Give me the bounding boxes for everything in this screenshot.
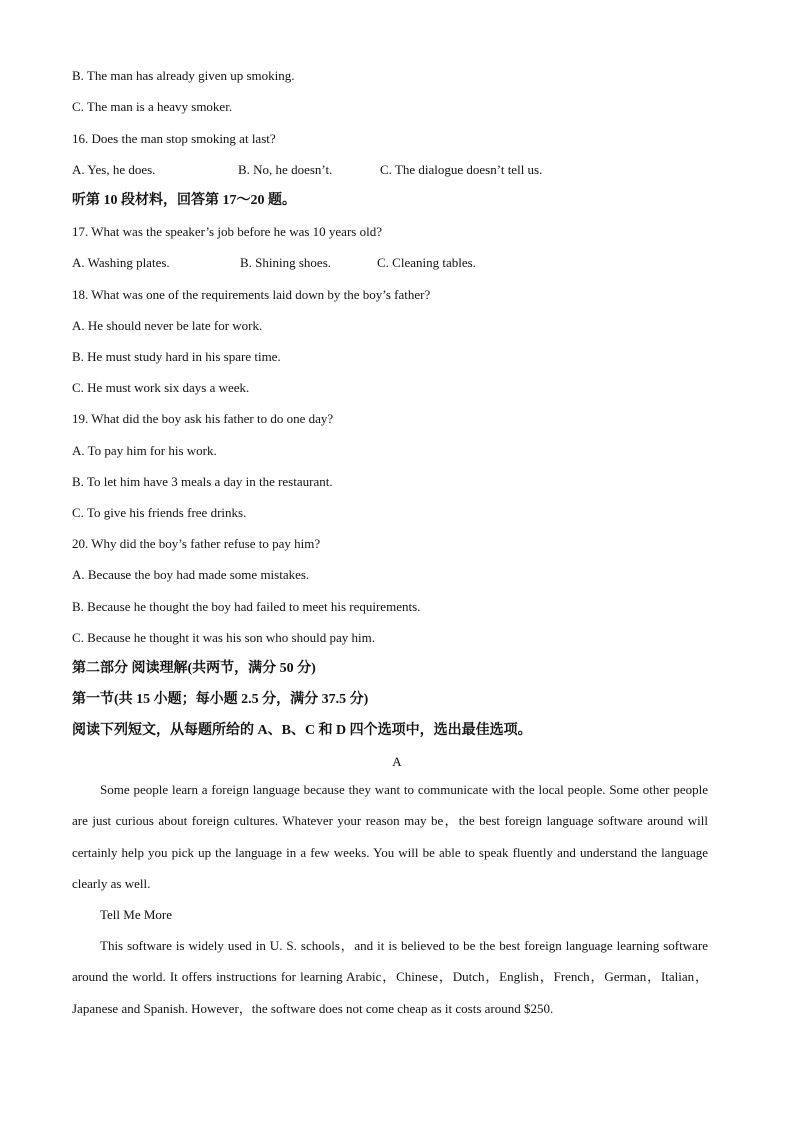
question-19-option-c: C. To give his friends free drinks. xyxy=(72,505,247,520)
question-16-option-c: C. The dialogue doesn’t tell us. xyxy=(380,162,543,177)
section-10-heading: 听第 10 段材料，回答第 17～20 题。 xyxy=(72,193,296,208)
question-17: 17. What was the speaker’s job before he was 10 years old? xyxy=(72,224,382,239)
question-17-option-c: C. Cleaning tables. xyxy=(377,255,476,270)
section-1-heading: 第一节(共 15 小题；每小题 2.5 分，满分 37.5 分) xyxy=(72,692,369,707)
passage-letter: A xyxy=(392,754,402,769)
question-15-option-b: B. The man has already given up smoking. xyxy=(72,68,295,83)
question-19-option-a: A. To pay him for his work. xyxy=(72,443,217,458)
question-19-option-b: B. To let him have 3 meals a day in the restaurant. xyxy=(72,474,333,489)
passage-paragraph-2: This software is widely used in U. S. schools，and it is believed to be the best foreign language learning software around the world. It offers instructions for learning Arabic，Chinese，Dutch，English，French，German，Italian，Japanese and Spanish. However，the software does not come cheap as it costs around $250. xyxy=(72,938,708,1016)
part-2-heading: 第二部分 阅读理解(共两节，满分 50 分) xyxy=(72,661,316,676)
question-17-option-a: A. Washing plates. xyxy=(72,255,170,270)
question-18-option-a: A. He should never be late for work. xyxy=(72,318,263,333)
question-18: 18. What was one of the requirements laid down by the boy’s father? xyxy=(72,287,431,302)
question-20-option-c: C. Because he thought it was his son who should pay him. xyxy=(72,630,375,645)
question-18-option-c: C. He must work six days a week. xyxy=(72,380,250,395)
question-16-option-a: A. Yes, he does. xyxy=(72,162,156,177)
question-16: 16. Does the man stop smoking at last? xyxy=(72,131,276,146)
question-19: 19. What did the boy ask his father to do one day? xyxy=(72,411,334,426)
question-17-option-b: B. Shining shoes. xyxy=(240,255,332,270)
question-20-option-b: B. Because he thought the boy had failed to meet his requirements. xyxy=(72,599,421,614)
question-18-option-b: B. He must study hard in his spare time. xyxy=(72,349,281,364)
passage-paragraph-1: Some people learn a foreign language because they want to communicate with the local people. Some other people are just curious about foreign cultures. Whatever your reason may be，the best foreign language software around will certainly help you pick up the language in a few weeks. You will be able to speak fluently and understand the language clearly as well. xyxy=(72,782,708,891)
question-15-option-c: C. The man is a heavy smoker. xyxy=(72,99,233,114)
question-16-option-b: B. No, he doesn’t. xyxy=(238,162,333,177)
question-20-option-a: A. Because the boy had made some mistakes. xyxy=(72,567,310,582)
passage-subtitle: Tell Me More xyxy=(100,907,173,922)
question-20: 20. Why did the boy’s father refuse to pay him? xyxy=(72,536,321,551)
instruction-text: 阅读下列短文，从每题所给的 A、B、C 和 D 四个选项中，选出最佳选项。 xyxy=(72,723,532,738)
